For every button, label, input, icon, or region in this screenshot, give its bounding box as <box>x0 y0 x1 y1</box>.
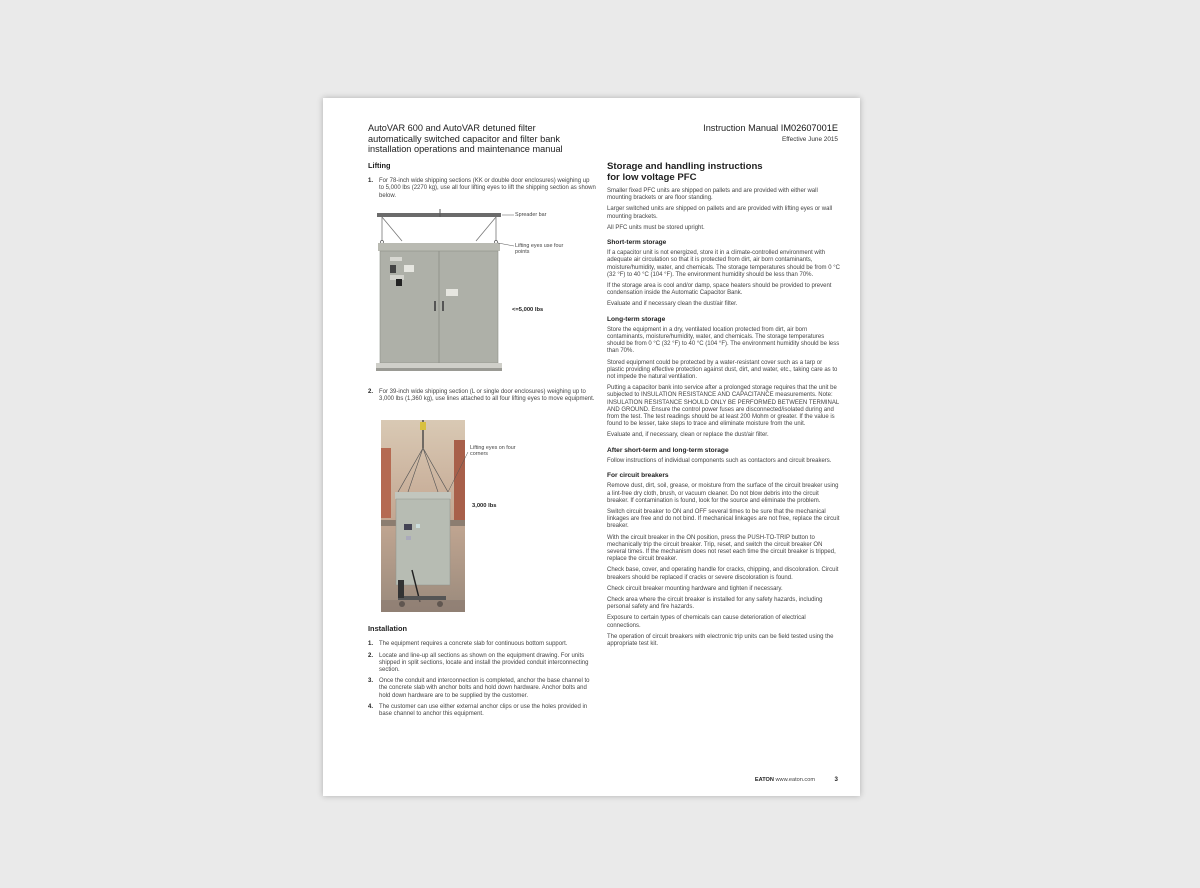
paragraph: The operation of circuit breakers with electronic trip units can be field tested using the appropriate test kit. <box>607 633 834 647</box>
short-term-heading: Short-term storage <box>607 239 667 247</box>
item-text: For 39-inch wide shipping section (L or single door enclosures) weighing up to 3,000 lbs (1,360 kg), use lines attached to all four lifting eyes to move equipment. <box>379 388 595 403</box>
effective-date: Effective June 2015 <box>781 136 838 143</box>
paragraph: Remove dust, dirt, soil, grease, or moisture from the surface of the circuit breaker using a lint-free dry cloth, brush, or vacuum cleaner. Do not blow debris into the circuit breaker. If contamination is found, look for the source and eliminate the problem. <box>607 483 839 504</box>
page-footer <box>323 776 838 783</box>
item-text: Once the conduit and interconnection is completed, anchor the base channel to the concrete slab with anchor bolts and hold down hardware. Anchor bolts and hold down hardware are to be supplied by the customer. <box>379 678 590 699</box>
item-number: 2. <box>368 652 374 659</box>
brand-name: EATON <box>754 777 774 783</box>
item-number: 1. <box>368 178 374 185</box>
lifting-eyes-callout: Lifting eyes use four points <box>515 242 564 256</box>
paragraph: Putting a capacitor bank into service after a prolonged storage requires that the unit be subjected to INSULATION RESISTANCE AND CAPACITANCE measurements. Note: INSULATION RESISTANCE SHOULD ONLY BE PERFORMED BETWEEN TERMINAL AND GROUND. Ensure the control power fuses are disconnected/isolated during and from the test. The test readings should be at least 200 Mohm or greater. If the value is found to be lesser, take steps to trace and eliminate moisture from the unit. <box>607 385 839 428</box>
paragraph: Switch circuit breaker to ON and OFF several times to be sure that the mechanical linkages are free and do not bind. If mechanical linkages are not free, replace the circuit breaker. <box>607 508 840 530</box>
paragraph: Exposure to certain types of chemicals can cause deterioration of electrical connections. <box>607 615 806 629</box>
title-line: installation operations and maintenance manual <box>368 144 563 155</box>
list-item <box>368 653 596 675</box>
manual-label <box>703 123 838 134</box>
right-column <box>607 161 840 652</box>
manual-number: IM02607001E <box>780 123 838 133</box>
title-line: AutoVAR 600 and AutoVAR detuned filter <box>368 123 536 133</box>
manual-info <box>703 123 838 144</box>
title-line: automatically switched capacitor and filter bank <box>368 133 561 144</box>
storage-heading <box>607 161 840 183</box>
paragraph: All PFC units must be stored upright. <box>607 224 705 231</box>
paragraph: Evaluate and if necessary clean the dust/air filter. <box>607 301 738 308</box>
page-number: 3 <box>834 776 838 783</box>
lifting-heading: Lifting <box>368 161 391 170</box>
item-number: 2. <box>368 388 374 395</box>
paragraph: With the circuit breaker in the ON position, press the PUSH-TO-TRIP button to mechanically trip the circuit breaker. Trip, reset, and switch the circuit breaker ON several times. If the mechanism does not reset each time the circuit breaker is tripped, replace the circuit breaker. <box>607 534 836 563</box>
long-term-heading: Long-term storage <box>607 315 666 323</box>
item-text: For 78-inch wide shipping sections (KK or double door enclosures) weighing up to 5,000 lbs (2270 kg), use all four lifting eyes to lift the shipping section as shown below. <box>379 178 596 199</box>
list-item <box>368 678 596 700</box>
paragraph: Check area where the circuit breaker is installed for any safety hazards, including personal safety and fire hazards. <box>607 596 823 611</box>
lifting-eyes-callout: Lifting eyes on four corners <box>470 445 516 458</box>
item-number: 1. <box>368 641 374 648</box>
paragraph: If a capacitor unit is not energized, store it in a climate-controlled environment with adequate air circulation so that it is protected from dirt, air born contaminants, moisture/humidity, water, and chemicals. The storage temperatures should be from 0 °C (32 °F) to 40 °C (104 °F). The environment humidity should be less than 70%. <box>607 250 840 278</box>
paragraph: Check circuit breaker mounting hardware and tighten if necessary. <box>607 585 783 592</box>
paragraph: Larger switched units are shipped on pallets and are provided with lifting eyes or wall mounting brackets. <box>607 206 833 220</box>
list-item <box>368 178 596 200</box>
paragraph: If the storage area is cool and/or damp, space heaters should be provided to prevent condensation inside the Automatic Capacitor Bank. <box>607 283 832 297</box>
figure-double-door-enclosure <box>368 209 596 381</box>
manual-label-text: Instruction Manual <box>703 123 779 133</box>
circuit-breakers-heading: For circuit breakers <box>607 472 669 480</box>
heading-line: for low voltage PFC <box>607 172 697 183</box>
paragraph: Check base, cover, and operating handle for cracks, chipping, and discoloration. Circuit breakers should be replaced if cracks or severe discoloration is found. <box>607 567 839 581</box>
paragraph: Stored equipment could be protected by a water-resistant cover such as a tarp or plastic providing effective protection against dust, dirt, and water, etc., taking care as to not impede the natural ventilation. <box>607 359 838 381</box>
weight-label: 3,000 lbs <box>472 503 497 510</box>
weight-label: <=5,000 lbs <box>512 306 544 313</box>
item-text: Locate and line-up all sections as shown on the equipment drawing. For units shipped in split sections, locate and install the provided conduit interconnecting section. <box>379 652 589 674</box>
item-text: The equipment requires a concrete slab for continuous bottom support. <box>379 641 568 648</box>
left-column <box>368 162 596 722</box>
list-item <box>368 641 596 648</box>
item-text: The customer can use either external anchor clips or use the holes provided in base channel to anchor this equipment. <box>379 703 588 718</box>
double-door-enclosure-illustration <box>368 209 596 381</box>
list-item <box>368 389 596 403</box>
item-number: 4. <box>368 703 374 710</box>
after-storage-heading: After short-term and long-term storage <box>607 446 729 454</box>
spreader-bar-callout: Spreader bar <box>515 211 547 218</box>
paragraph: Follow instructions of individual components such as contactors and circuit breakers. <box>607 457 832 464</box>
paragraph: Smaller fixed PFC units are shipped on pallets and are provided with either wall mounting brackets or are floor standing. <box>607 188 818 202</box>
document-title <box>368 123 608 155</box>
heading-line: Storage and handling instructions <box>607 161 763 172</box>
paragraph: Evaluate and, if necessary, clean or replace the dust/air filter. <box>607 432 769 439</box>
installation-heading: Installation <box>368 624 408 634</box>
paragraph: Store the equipment in a dry, ventilated location protected from dirt, air born contaminants, moisture/humidity, water, and chemicals. The storage temperatures should be from 0 °C (32 °F) to 40 °C (104 °F). The environment humidity should be less than 70%. <box>607 326 840 355</box>
figure-single-door-enclosure <box>368 420 596 612</box>
document-page <box>323 98 860 796</box>
list-item <box>368 704 596 718</box>
item-number: 3. <box>368 678 374 685</box>
footer-url[interactable]: www.eaton.com <box>775 777 815 783</box>
